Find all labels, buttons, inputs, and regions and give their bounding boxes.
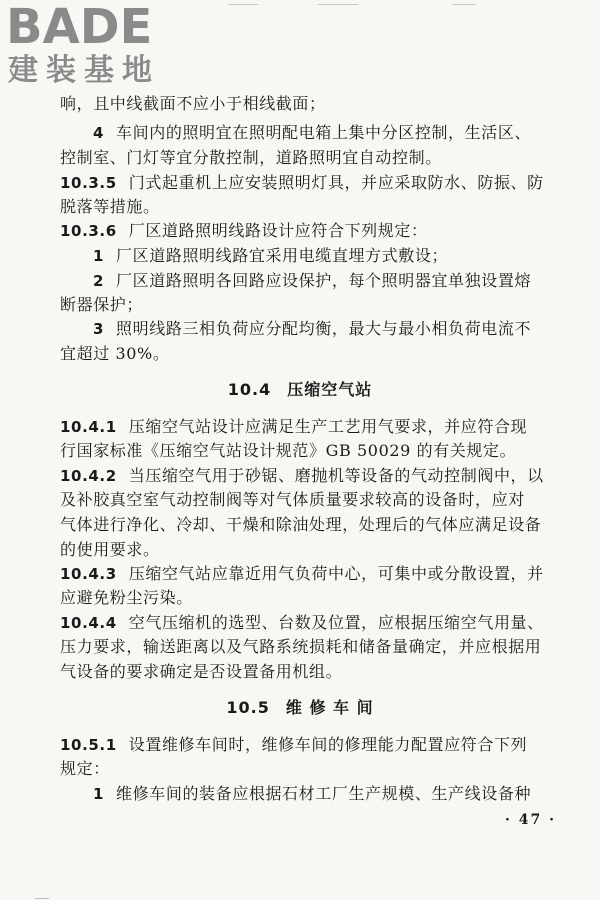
- clause-item-1: 1 维修车间的装备应根据石材工厂生产规模、生产线设备种: [93, 784, 532, 803]
- clause-number: 10.4.3: [60, 565, 117, 583]
- bottom-scan-mark: [35, 898, 49, 899]
- text-line: 及补胶真空室气动控制阀等对气体质量要求较高的设备时，应对: [60, 490, 525, 509]
- clause-item-3: 3 照明线路三相负荷应分配均衡，最大与最小相负荷电流不: [93, 319, 532, 338]
- text-line: 的使用要求。: [60, 540, 160, 559]
- clause-item-2: 2 厂区道路照明各回路应设保护，每个照明器宜单独设置熔: [93, 271, 532, 290]
- clause-number: 10.5.1: [60, 736, 117, 754]
- text-line: 气体进行净化、冷却、干燥和除油处理，处理后的气体应满足设备: [60, 515, 542, 534]
- text-line: 断器保护；: [60, 295, 144, 314]
- clause-number: 10.4.1: [60, 418, 117, 436]
- text-line: 响，且中线截面不应小于相线截面；: [60, 94, 326, 113]
- clause-number: 10.3.5: [60, 174, 117, 192]
- item-number: 1: [93, 785, 105, 803]
- item-number: 4: [93, 124, 105, 142]
- clause-10-5-1: 10.5.1 设置维修车间时，维修车间的修理能力配置应符合下列: [60, 735, 528, 754]
- text-line: 行国家标准《压缩空气站设计规范》GB 50029 的有关规定。: [60, 441, 517, 460]
- clause-item-1: 1 厂区道路照明线路宜采用电缆直埋方式敷设；: [93, 246, 449, 265]
- clause-10-3-5: 10.3.5 门式起重机上应安装照明灯具，并应采取防水、防振、防: [60, 173, 544, 192]
- text-line: 控制室、门灯等宜分散控制，道路照明宜自动控制。: [60, 148, 442, 167]
- clause-10-4-3: 10.4.3 压缩空气站应靠近用气负荷中心，可集中或分散设置，并: [60, 564, 544, 583]
- text-line: 气设备的要求确定是否设置备用机组。: [60, 662, 343, 681]
- section-heading-10-5: 10.5 维 修 车 间: [226, 698, 374, 717]
- clause-item-4: 4 车间内的照明宜在照明配电箱上集中分区控制，生活区、: [93, 123, 532, 142]
- text-line: 应避免粉尘污染。: [60, 588, 193, 607]
- page-number: · 47 ·: [505, 812, 556, 828]
- clause-number: 10.4.2: [60, 467, 117, 485]
- item-number: 2: [93, 272, 105, 290]
- clause-number: 10.3.6: [60, 222, 117, 240]
- logo-latin-text: BADE: [6, 0, 153, 55]
- clause-number: 10.4.4: [60, 614, 117, 632]
- clause-10-4-2: 10.4.2 当压缩空气用于砂锯、磨抛机等设备的气动控制阀中，以: [60, 466, 544, 485]
- text-line: 压力要求，输送距离以及气路系统损耗和储备量确定，并应根据用: [60, 637, 542, 656]
- text-line: 脱落等措施。: [60, 197, 160, 216]
- text-line: 规定：: [60, 759, 110, 778]
- item-number: 3: [93, 320, 105, 338]
- text-line: 宜超过 30%。: [60, 344, 170, 363]
- clause-10-4-4: 10.4.4 空气压缩机的选型、台数及位置，应根据压缩空气用量、: [60, 613, 544, 632]
- item-number: 1: [93, 247, 105, 265]
- section-heading-10-4: 10.4 压缩空气站: [227, 380, 373, 399]
- logo-chinese-text: 建装基地: [8, 53, 160, 88]
- clause-10-3-6: 10.3.6 厂区道路照明线路设计应符合下列规定：: [60, 221, 428, 240]
- clause-10-4-1: 10.4.1 压缩空气站设计应满足生产工艺用气要求，并应符合现: [60, 417, 528, 436]
